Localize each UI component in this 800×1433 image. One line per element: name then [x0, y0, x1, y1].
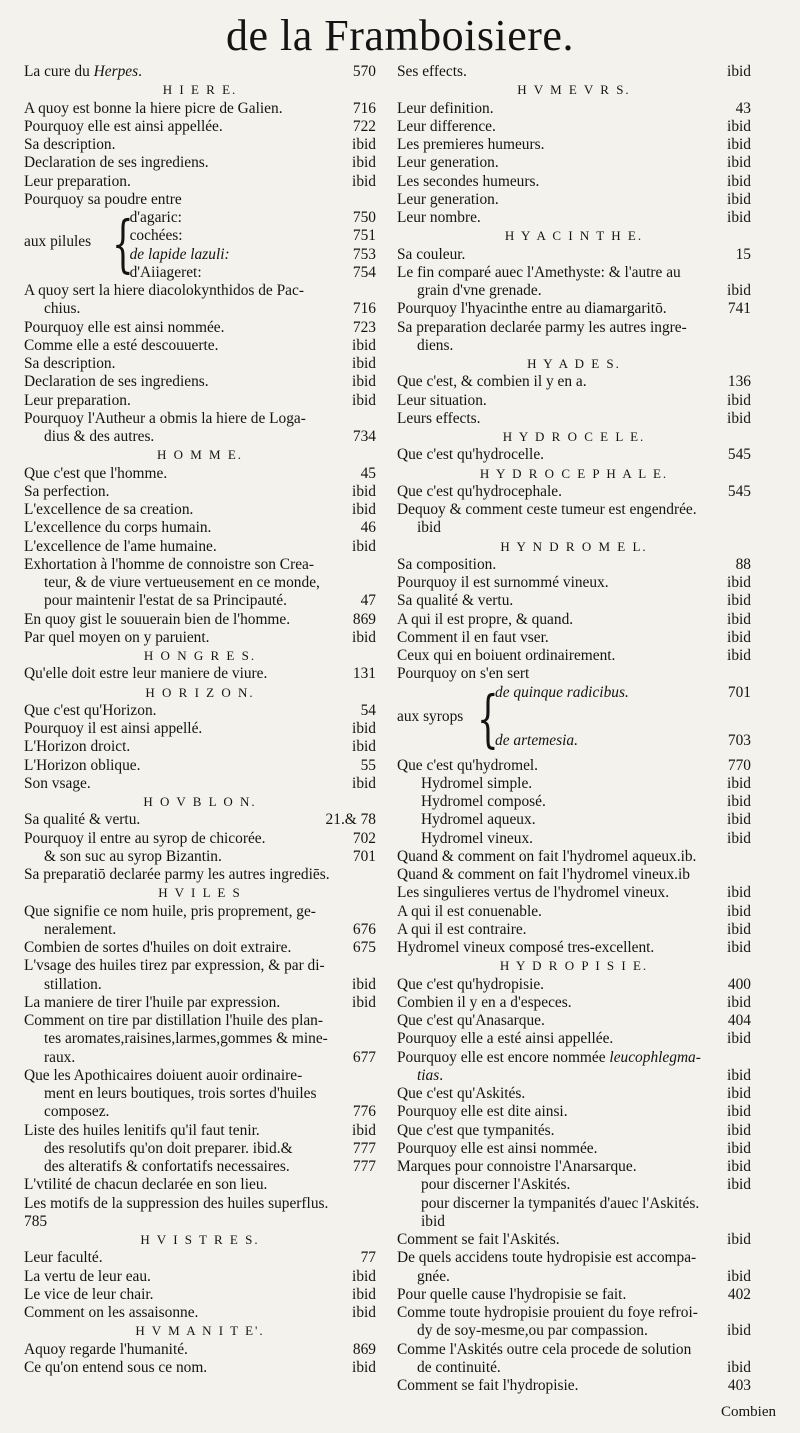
page-ref: ibid: [352, 172, 376, 190]
index-entry: Sa composition. 88: [397, 555, 751, 573]
page-ref: ibid: [727, 647, 751, 664]
page-ref: 741: [727, 300, 751, 318]
index-entry: Pourquoy l'hyacinthe entre au diamargaritō. 741: [397, 300, 751, 318]
section-heading: H Y D R O P I S I E.: [499, 958, 649, 974]
index-entry: Comme elle a esté descouuerte. ibid: [24, 336, 376, 354]
page-ref: 88: [735, 555, 751, 573]
index-entry: Hydromel aqueux. ibid: [421, 811, 751, 829]
index-entry: Que c'est qu'hydrocelle. 545: [397, 446, 751, 464]
index-entry: Pourquoy on s'en sert: [397, 665, 530, 683]
page-ref: ibid: [352, 136, 376, 153]
page-ref: 403: [727, 1377, 751, 1394]
brace-item: de quinque radicibus. 701: [495, 683, 751, 701]
index-entry: Sa couleur. 15: [397, 245, 751, 263]
index-entry: Que c'est qu'hydrocephale. 545: [397, 482, 751, 500]
index-entry: Pourquoy elle est ainsi nommée. ibid: [397, 1139, 751, 1157]
page-ref: 770: [727, 756, 751, 774]
page-ref: ibid: [727, 409, 751, 427]
index-entry: Que c'est qu'Anasarque. 404: [397, 1012, 751, 1029]
index-entry: Que c'est qu'Askités. ibid: [397, 1085, 751, 1102]
index-entry: A qui il est propre, & quand. ibid: [397, 610, 751, 628]
index-entry: A quoy sert la hiere diacolokynthidos de Pac-: [24, 282, 304, 299]
brace-lead: aux pilules: [24, 233, 92, 250]
page-ref: 750: [352, 209, 376, 226]
index-entry: L'Horizon droict. ibid: [24, 738, 376, 756]
page-ref: ibid: [727, 1267, 751, 1285]
index-entry: Par quel moyen on y paruient. ibid: [24, 628, 376, 646]
page-ref: ibid: [727, 920, 751, 938]
index-entry: Pourquoy elle est ainsi nommée. 723: [24, 318, 376, 336]
section-heading: H I E R E.: [162, 82, 238, 98]
page-ref: 55: [360, 756, 376, 774]
index-entry: La vertu de leur eau. ibid: [24, 1267, 376, 1285]
page-ref: ibid: [727, 1231, 751, 1248]
page-ref: ibid: [727, 190, 751, 208]
page-ref: ibid: [352, 373, 376, 391]
page-ref: ibid: [727, 1158, 751, 1175]
page-ref: ibid: [727, 391, 751, 409]
index-entry: Leur difference. ibid: [397, 117, 751, 135]
page-ref: 777: [352, 1139, 376, 1157]
page-ref: 869: [352, 1340, 376, 1358]
index-entry: Pourquoy elle a esté ainsi appellée. ibid: [397, 1030, 751, 1048]
index-entry: Sa perfection. ibid: [24, 482, 376, 500]
index-entry: Leur situation. ibid: [397, 391, 751, 409]
index-entry: ibid: [417, 519, 441, 537]
index-entry: ment en leurs boutiques, trois sortes d'huiles: [44, 1085, 317, 1102]
page-ref: 21.& 78: [325, 811, 376, 829]
page-ref: ibid: [352, 628, 376, 646]
index-entry: Pourquoy il entre au syrop de chicorée. 702: [24, 829, 376, 847]
page-ref: 702: [352, 829, 376, 847]
page-ref: 402: [727, 1285, 751, 1303]
index-entry: Pourquoy l'Autheur a obmis la hiere de Loga-: [24, 409, 306, 427]
catchword: Combien: [721, 1404, 776, 1420]
page-ref: ibid: [352, 482, 376, 500]
index-entry: pour maintenir l'estat de sa Principauté. 47: [44, 592, 376, 610]
page-ref: ibid: [727, 610, 751, 628]
brace-glyph: {: [477, 681, 499, 755]
index-entry: Comment on tire par distillation l'huile des plan-: [24, 1012, 323, 1029]
index-entry: Dequoy & comment ceste tumeur est engendrée.: [397, 501, 697, 518]
page-ref: ibid: [727, 1085, 751, 1102]
brace-group: [24, 209, 376, 282]
index-column-right: [397, 63, 751, 1395]
page-ref: ibid: [352, 993, 376, 1011]
page-ref: 776: [352, 1103, 376, 1121]
index-entry: composez. 776: [44, 1103, 376, 1121]
page-ref: ibid: [727, 1066, 751, 1084]
index-entry: Comme l'Askités outre cela procede de solution: [397, 1340, 692, 1358]
index-entry: Leur preparation. ibid: [24, 391, 376, 409]
page-ref: ibid: [352, 738, 376, 756]
index-entry: stillation. ibid: [44, 975, 376, 993]
index-entry: raux. 677: [44, 1048, 376, 1066]
page-ref: 45: [360, 464, 376, 482]
page-ref: 54: [360, 701, 376, 719]
index-entry: A quoy est bonne la hiere picre de Galien. 716: [24, 99, 376, 117]
index-entry: Leur nombre. ibid: [397, 209, 751, 226]
page-ref: 545: [727, 482, 751, 500]
index-entry: tias. ibid: [417, 1066, 751, 1084]
page-ref: ibid: [727, 117, 751, 135]
page-ref: ibid: [727, 1176, 751, 1194]
index-entry: chius. 716: [44, 300, 376, 318]
page-ref: 716: [352, 99, 376, 117]
index-entry: Pourquoy sa poudre entre: [24, 190, 182, 208]
page-ref: ibid: [352, 774, 376, 792]
page-ref: ibid: [727, 829, 751, 847]
index-entry: De quels accidens toute hydropisie est accompa-: [397, 1249, 697, 1267]
page-ref: ibid: [727, 282, 751, 299]
page-ref: ibid: [727, 209, 751, 226]
index-entry: neralement. 676: [44, 920, 376, 938]
index-entry: Hydromel vineux composé tres-excellent. ibid: [397, 939, 751, 956]
page-ref: ibid: [352, 720, 376, 737]
index-entry: Pourquoy il est surnommé vineux. ibid: [397, 574, 751, 591]
section-heading: H Y A D E S.: [527, 356, 621, 371]
page-ref: ibid: [352, 1358, 376, 1376]
index-entry: Comment se fait l'Askités. ibid: [397, 1231, 751, 1248]
index-entry: L'excellence du corps humain. 46: [24, 519, 376, 537]
page-ref: ibid: [727, 884, 751, 902]
index-entry: Le vice de leur chair. ibid: [24, 1285, 376, 1303]
page-ref: ibid: [352, 154, 376, 172]
index-entry: Quand & comment on fait l'hydromel aqueux.ib.: [397, 847, 697, 865]
index-entry: dy de soy-mesme,ou par compassion. ibid: [417, 1322, 751, 1340]
index-entry: Que c'est qu'Horizon. 54: [24, 701, 376, 719]
page-ref: 869: [352, 610, 376, 628]
index-entry: L'excellence de sa creation. ibid: [24, 501, 376, 518]
page-ref: 131: [352, 665, 376, 683]
section-heading: H O M M E.: [156, 447, 244, 463]
index-entry: Pour quelle cause l'hydropisie se fait. 402: [397, 1285, 751, 1303]
page-ref: 570: [352, 63, 376, 80]
page-ref: 722: [352, 117, 376, 135]
page-ref: 677: [352, 1048, 376, 1066]
page-ref: ibid: [727, 136, 751, 153]
section-heading: H O R I Z O N.: [145, 684, 255, 700]
index-entry: Qu'elle doit estre leur maniere de viure. 131: [24, 665, 376, 683]
page-ref: ibid: [727, 793, 751, 810]
index-entry: Que c'est qu'hydromel. 770: [397, 756, 751, 774]
page-ref: ibid: [727, 1121, 751, 1139]
index-entry: Quand & comment on fait l'hydromel vineux.ib: [397, 866, 691, 883]
index-entry: La maniere de tirer l'huile par expression. ibid: [24, 993, 376, 1011]
index-entry: Sa preparatiō declarée parmy les autres ingrediēs.: [24, 866, 330, 883]
page-ref: 136: [727, 373, 751, 391]
index-entry: Ce qu'on entend sous ce nom. ibid: [24, 1358, 376, 1376]
index-entry: Sa description. ibid: [24, 355, 376, 372]
section-heading: H Y D R O C E P H A L E.: [479, 465, 669, 481]
page-ref: 734: [352, 428, 376, 445]
page-ref: ibid: [727, 1358, 751, 1376]
index-entry: Ses effects. ibid: [397, 63, 751, 80]
index-entry: Leur generation. ibid: [397, 190, 751, 208]
index-entry: dius & des autres. 734: [44, 428, 376, 445]
index-entry: Declaration de ses ingrediens. ibid: [24, 373, 376, 391]
brace-item: cochées: 751: [129, 227, 376, 245]
page-ref: 716: [352, 300, 376, 318]
brace-glyph: {: [111, 207, 134, 280]
section-heading: H V M E V R S.: [517, 82, 631, 98]
brace-lead: aux syrops: [397, 707, 464, 725]
page-ref: ibid: [727, 592, 751, 610]
index-entry: Pourquoy elle est encore nommée leucophlegma-: [397, 1048, 701, 1066]
index-entry: Sa qualité & vertu. 21.& 78: [24, 811, 376, 829]
page-ref: ibid: [727, 154, 751, 172]
index-entry: Combien de sortes d'huiles on doit extraire. 675: [24, 939, 376, 956]
page-ref: ibid: [727, 172, 751, 190]
page-header: de la Framboisiere.: [226, 11, 574, 60]
index-entry: Pourquoy elle est ainsi appellée. 722: [24, 117, 376, 135]
index-entry: Leur definition. 43: [397, 99, 751, 117]
brace-item: de lapide lazuli: 753: [129, 245, 376, 263]
page-ref: 545: [727, 446, 751, 464]
index-entry: Aquoy regarde l'humanité. 869: [24, 1340, 376, 1358]
index-entry: des alteratifs & confortatifs necessaires. 777: [44, 1158, 376, 1175]
section-heading: H Y N D R O M E L.: [500, 538, 648, 554]
page-ref: ibid: [727, 1103, 751, 1121]
index-entry: tes aromates,raisines,larmes,gommes & mine-: [44, 1030, 328, 1048]
index-column-left: [24, 63, 376, 1377]
index-entry: Declaration de ses ingrediens. ibid: [24, 154, 376, 172]
index-entry: Son vsage. ibid: [24, 774, 376, 792]
index-entry: 785: [24, 1212, 48, 1230]
index-entry: diens.: [417, 336, 454, 354]
page-ref: ibid: [352, 1304, 376, 1321]
section-heading: H V M A N I T E'.: [135, 1323, 265, 1339]
page-ref: ibid: [352, 336, 376, 354]
page-ref: 404: [727, 1012, 751, 1029]
page-ref: 723: [352, 318, 376, 336]
page-ref: ibid: [352, 501, 376, 518]
index-entry: L'vtilité de chacun declarée en son lieu.: [24, 1176, 268, 1194]
index-entry: Leurs effects. ibid: [397, 409, 751, 427]
index-entry: Comment il en faut vser. ibid: [397, 628, 751, 646]
page-ref: 400: [727, 975, 751, 993]
index-entry: de continuité. ibid: [417, 1358, 751, 1376]
section-heading: H Y A C I N T H E.: [504, 228, 644, 244]
index-entry: Que c'est qu'hydropisie. 400: [397, 975, 751, 993]
index-entry: La cure du Herpes. 570: [24, 63, 376, 80]
index-entry: Le fin comparé auec l'Amethyste: & l'autre au: [397, 263, 681, 281]
index-entry: Que signifie ce nom huile, pris proprement, ge-: [24, 902, 316, 920]
index-entry: grain d'vne grenade. ibid: [417, 282, 751, 299]
section-heading: H Y D R O C E L E.: [502, 429, 646, 444]
index-entry: Leur preparation. ibid: [24, 172, 376, 190]
index-entry: Exhortation à l'homme de connoistre son Crea-: [24, 555, 314, 573]
index-entry: gnée. ibid: [417, 1267, 751, 1285]
page-ref: ibid: [727, 1139, 751, 1157]
index-entry: Sa description. ibid: [24, 136, 376, 153]
brace-item: d'agaric: 750: [129, 209, 376, 226]
page-ref: 675: [352, 939, 376, 956]
page-ref: ibid: [352, 355, 376, 372]
index-entry: ibid: [421, 1212, 445, 1230]
page-ref: 703: [727, 732, 751, 750]
index-entry: Comme toute hydropisie prouient du foye refroi-: [397, 1304, 698, 1321]
index-entry: Hydromel composé. ibid: [421, 793, 751, 810]
section-heading: H V I S T R E S.: [140, 1232, 260, 1247]
page-ref: 47: [360, 592, 376, 610]
page-ref: ibid: [727, 811, 751, 829]
page-ref: ibid: [352, 391, 376, 409]
page-ref: ibid: [352, 975, 376, 993]
page-ref: ibid: [727, 574, 751, 591]
index-entry: L'excellence de l'ame humaine. ibid: [24, 537, 376, 555]
index-entry: Liste des huiles lenitifs qu'il faut tenir. ibid: [24, 1121, 376, 1139]
index-entry: Les secondes humeurs. ibid: [397, 172, 751, 190]
index-entry: Que c'est que tympanités. ibid: [397, 1121, 751, 1139]
index-entry: des resolutifs qu'on doit preparer. ibid.& 777: [44, 1139, 376, 1157]
index-entry: Pourquoy il est ainsi appellé. ibid: [24, 720, 376, 737]
index-entry: pour discerner l'Askités. ibid: [421, 1176, 751, 1194]
page-ref: 701: [352, 847, 376, 865]
index-entry: Que c'est, & combien il y en a. 136: [397, 373, 751, 391]
page-ref: 751: [352, 227, 376, 245]
index-entry: Marques pour connoistre l'Anarsarque. ibid: [397, 1158, 751, 1175]
page-ref: 701: [727, 683, 751, 701]
brace-item: de artemesia. 703: [495, 732, 751, 750]
index-entry: Sa qualité & vertu. ibid: [397, 592, 751, 610]
page-ref: ibid: [352, 537, 376, 555]
page-ref: 46: [360, 519, 376, 537]
index-entry: pour discerner la tympanités d'auec l'Askités.: [421, 1194, 700, 1212]
page-ref: 754: [352, 263, 376, 281]
section-heading: H V I L E S: [158, 885, 242, 901]
page-ref: ibid: [352, 1121, 376, 1139]
page-ref: ibid: [727, 902, 751, 920]
index-entry: Pourquoy elle est dite ainsi. ibid: [397, 1103, 751, 1121]
page-ref: ibid: [727, 63, 751, 80]
index-entry: Les singulieres vertus de l'hydromel vineux. ibid: [397, 884, 751, 902]
page-ref: ibid: [727, 1322, 751, 1340]
page-ref: ibid: [727, 1030, 751, 1048]
page-ref: ibid: [352, 1285, 376, 1303]
page-ref: ibid: [727, 939, 751, 956]
page-ref: ibid: [727, 628, 751, 646]
index-entry: A qui il est conuenable. ibid: [397, 902, 751, 920]
page-ref: 676: [352, 920, 376, 938]
index-entry: Comment se fait l'hydropisie. 403: [397, 1377, 751, 1394]
index-entry: L'Horizon oblique. 55: [24, 756, 376, 774]
index-entry: teur, & de viure vertueusement en ce monde,: [44, 574, 320, 591]
section-heading: H O V B L O N.: [143, 794, 257, 809]
index-entry: A qui il est contraire. ibid: [397, 920, 751, 938]
index-entry: Hydromel vineux. ibid: [421, 829, 751, 847]
index-entry: Ceux qui en boiuent ordinairement. ibid: [397, 647, 751, 664]
section-heading: H O N G R E S.: [143, 648, 257, 663]
index-entry: Les motifs de la suppression des huiles superflus.: [24, 1194, 329, 1212]
index-entry: En quoy gist le souuerain bien de l'homme. 869: [24, 610, 376, 628]
brace-group: [397, 681, 751, 757]
index-entry: Hydromel simple. ibid: [421, 774, 751, 792]
index-entry: Comment on les assaisonne. ibid: [24, 1304, 376, 1321]
index-entry: Que les Apothicaires doiuent auoir ordinaire-: [24, 1066, 303, 1084]
index-entry: Leur faculté. 77: [24, 1249, 376, 1267]
index-entry: Les premieres humeurs. ibid: [397, 136, 751, 153]
index-entry: Sa preparation declarée parmy les autres ingre-: [397, 318, 687, 336]
page-ref: ibid: [727, 774, 751, 792]
index-entry: & son suc au syrop Bizantin. 701: [44, 847, 376, 865]
page-ref: 777: [352, 1158, 376, 1175]
page-ref: 753: [352, 245, 376, 263]
index-entry: Leur generation. ibid: [397, 154, 751, 172]
page-ref: 77: [360, 1249, 376, 1267]
page-ref: ibid: [352, 1267, 376, 1285]
page-ref: 43: [735, 99, 751, 117]
brace-item: d'Aiiageret: 754: [129, 263, 376, 281]
page-ref: 15: [735, 245, 751, 263]
page-ref: ibid: [727, 993, 751, 1011]
index-entry: Que c'est que l'homme. 45: [24, 464, 376, 482]
index-entry: L'vsage des huiles tirez par expression, & par di-: [24, 957, 325, 975]
index-entry: Combien il y en a d'especes. ibid: [397, 993, 751, 1011]
